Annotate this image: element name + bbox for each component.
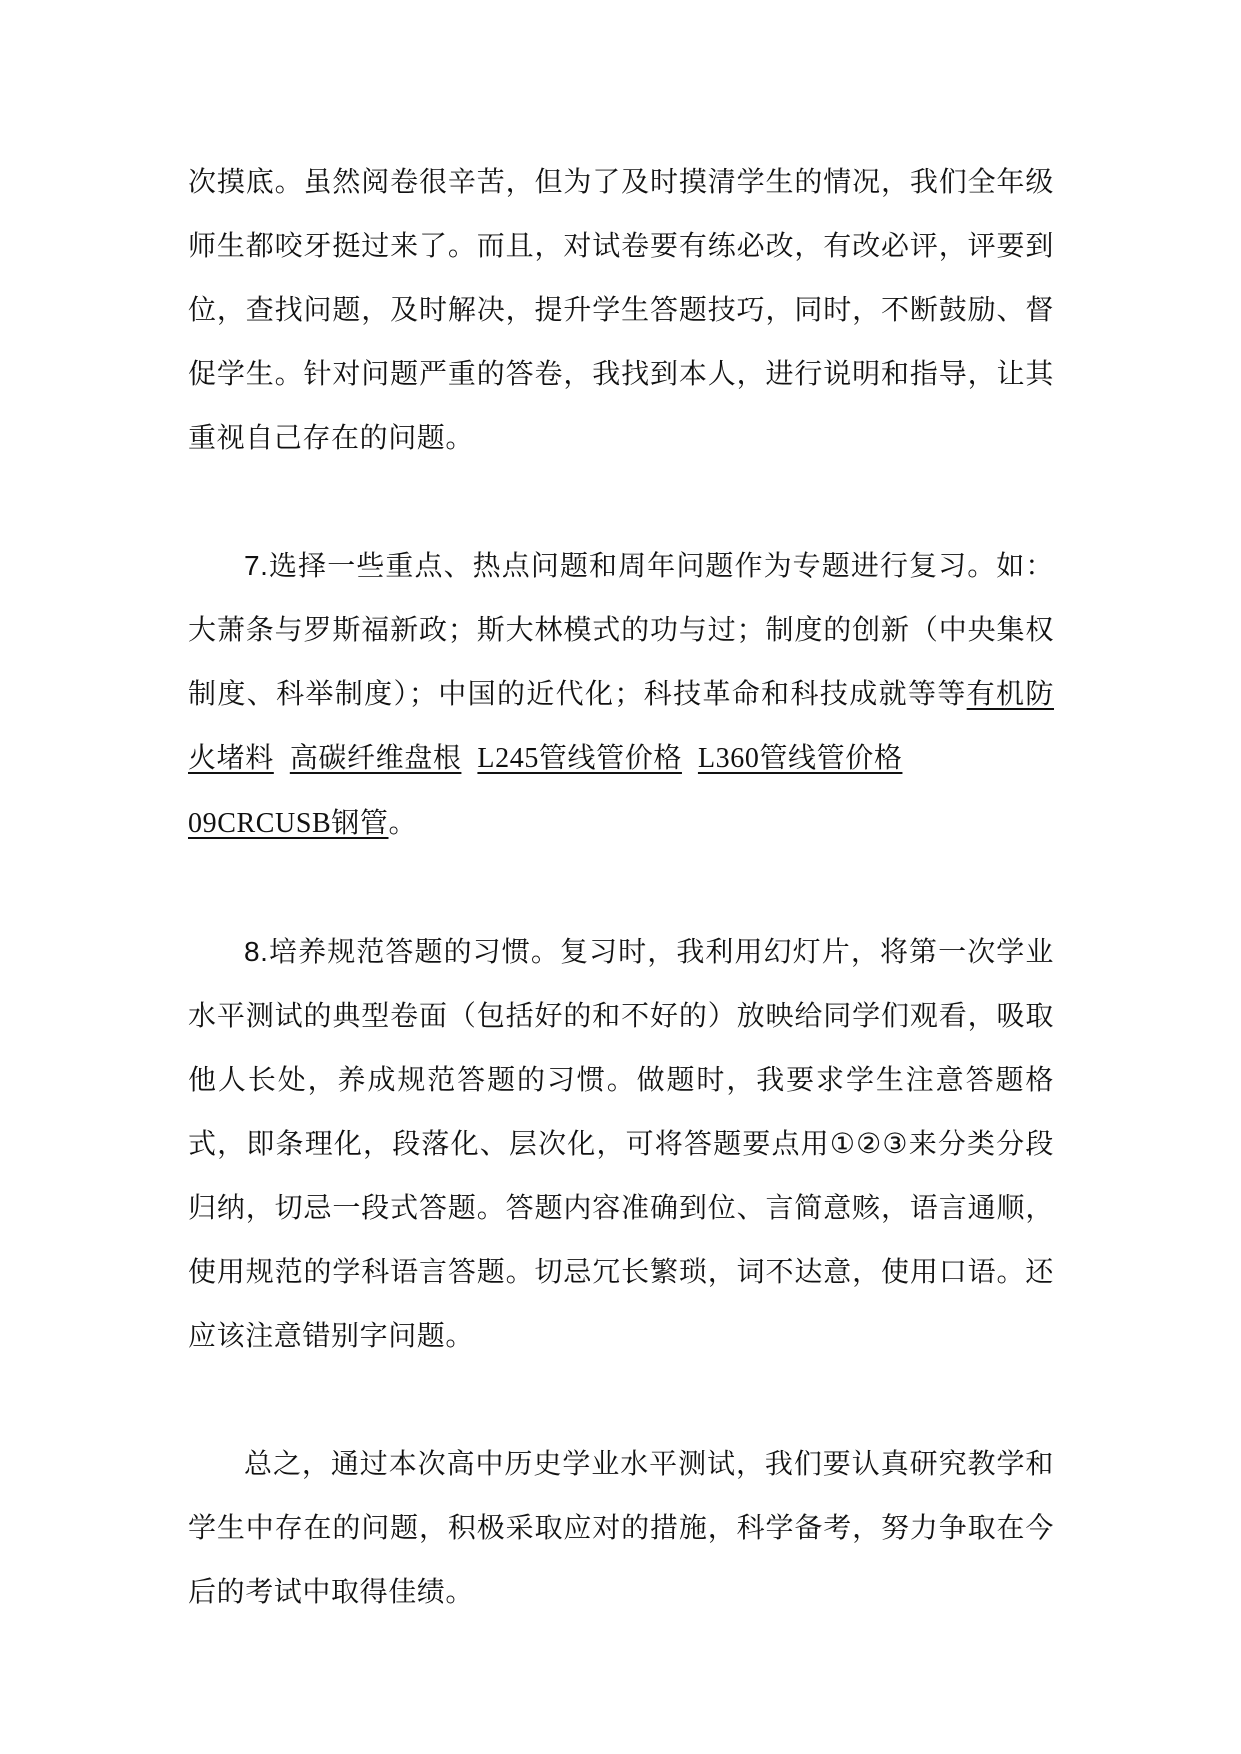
paragraph-6-continuation: 次摸底。虽然阅卷很辛苦，但为了及时摸清学生的情况，我们全年级师生都咬牙挺过来了。而且，对试卷要有练必改，有改必评，评要到位，查找问题，及时解决，提升学生答题技巧，同时，不断鼓励、督促学生。针对问题严重的答卷，我找到本人，进行说明和指导，让其重视自己存在的问题。 [188, 165, 1054, 454]
paragraph-9-conclusion: 总之，通过本次高中历史学业水平测试，我们要认真研究教学和学生中存在的问题，积极采取应对的措施，科学备考，努力争取在今后的考试中取得佳绩。 [188, 1447, 1054, 1608]
link-09crcusb-steel-pipe[interactable]: 09CRCUSB钢管 [188, 808, 389, 839]
link-carbon-fiber-packing[interactable]: 高碳纤维盘根 [289, 741, 462, 774]
paragraph-8-text: 培养规范答题的习惯。复习时，我利用幻灯片，将第一次学业水平测试的典型卷面（包括好的和不好的）放映给同学们观看，吸取他人长处，养成规范答题的习惯。做题时，我要求学生注意答题格式，即条理化，段落化、层次化，可将答题要点用①②③来分类分段归纳，切忌一段式答题。答题内容准确到位、言简意赅，语言通顺，使用规范的学科语言答题。切忌冗长繁琐，词不达意，使用口语。还应该注意错别字问题。 [188, 935, 1054, 1352]
paragraph-7-text: 选择一些重点、热点问题和周年问题作为专题进行复习。如：大萧条与罗斯福新政；斯大林模式的功与过；制度的创新（中央集权制度、科举制度）；中国的近代化；科技革命和科技成就等等 [188, 549, 1054, 710]
document-page [188, 150, 1054, 1624]
paragraph-7-number: 7. [244, 550, 269, 581]
paragraph-7-end: 。 [388, 806, 418, 839]
paragraph-7 [188, 534, 1054, 856]
paragraph-8-number: 8. [244, 936, 269, 967]
link-l360-pipe-price[interactable]: L360管线管价格 [697, 743, 903, 774]
link-fireproof-sealant[interactable]: 有机防火堵料 [188, 677, 1054, 774]
paragraph-8 [188, 920, 1054, 1368]
link-l245-pipe-price[interactable]: L245管线管价格 [477, 743, 682, 774]
